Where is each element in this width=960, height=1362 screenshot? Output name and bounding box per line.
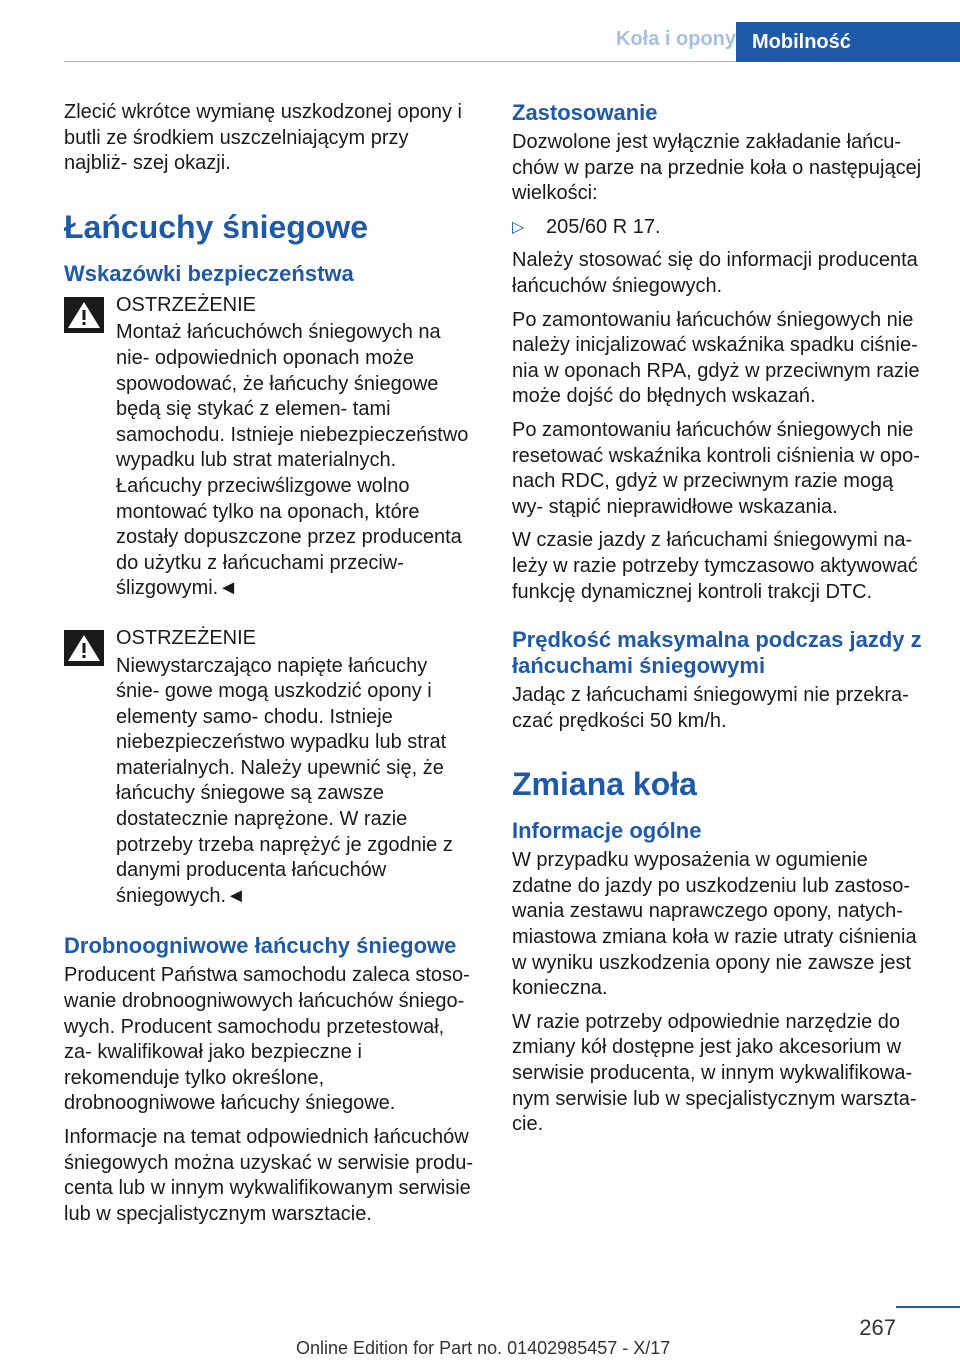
paragraph: Jadąc z łańcuchami śniegowymi nie przekra‐ czać prędkości 50 km/h.	[512, 684, 909, 732]
list-item-text: 205/60 R 17.	[546, 215, 661, 238]
warning-text: Montaż łańcuchówch śniegowych na nie‐ odpowiednich oponach może spowodować, że łańcuchy śniegowe będą się stykać z elemen‐ tami samochodu. Istnieje niebezpieczeństwo wypadku lub strat materialnych. Łańcuchy przeciwślizgowe wolno montować tylko na oponach, które zostały dopuszczone przez producenta do użytku z łańcuchami przeciw‐ ślizgowymi.◄	[116, 321, 469, 600]
heading-usage: Zastosowanie	[512, 100, 658, 125]
page-number: 267	[859, 1315, 896, 1340]
paragraph: Producent Państwa samochodu zaleca stoso‐ wanie drobnoogniwowych łańcuchów śniego‐ wych. Producent samochodu przetestował, za‐ kwalifikował jako bezpieczne i rekomenduje tylko określone, drobnoogniwowe łańcuchy śniegowe.	[64, 964, 470, 1115]
heading-fine-link-chains: Drobnoogniwowe łańcuchy śniegowe	[64, 933, 457, 959]
paragraph: W czasie jazdy z łańcuchami śniegowymi na‐ leży w razie potrzeby tymczasowo aktywować funkcję dynamicznej kontroli trakcji DTC.	[512, 529, 918, 603]
paragraph: Po zamontowaniu łańcuchów śniegowych nie należy inicjalizować wskaźnika spadku ciśnie‐ nia w oponach RPA, gdyż w przeciwnym razie może dojść do błędnych wskazań.	[512, 308, 920, 408]
heading-safety: Wskazówki bezpieczeństwa	[64, 260, 354, 286]
bullet-arrow-icon: ▷	[512, 218, 525, 236]
paragraph: W razie potrzeby odpowiednie narzędzie do zmiany kół dostępne jest jako akcesorium w serwisie producenta, w innym wykwalifikowa‐ nym serwisie lub w specjalistycznym warszta‐ cie.	[512, 1010, 917, 1136]
right-column	[512, 100, 924, 1146]
heading-max-speed: Prędkość maksymalna podczas jazdy z łańcuchami śniegowymi	[512, 627, 922, 679]
warning-title: OSTRZEŻENIE	[116, 626, 257, 649]
intro-paragraph: Zlecić wkrótce wymianę uszkodzonej opony i butli ze środkiem uszczelniającym przy najbliż‐ szej okazji.	[64, 101, 462, 175]
warning-title: OSTRZEŻENIE	[116, 293, 257, 316]
header-section: Koła i opony	[616, 28, 736, 50]
warning-block	[64, 293, 474, 602]
list-item	[512, 215, 924, 241]
warning-triangle-icon	[64, 630, 104, 666]
footer-edition: Online Edition for Part no. 01402985457 - X/17	[296, 1338, 671, 1358]
heading-wheel-change: Zmiana koła	[512, 766, 697, 803]
paragraph: Dozwolone jest wyłącznie zakładanie łańcu‐ chów w parze na przednie koła o następującej wielkości:	[512, 131, 922, 205]
paragraph: Informacje na temat odpowiednich łańcuchów śniegowych można uzyskać w serwisie produ‐ centa lub w innym wykwalifikowanym serwisie lub w specjalistycznym warsztacie.	[64, 1126, 474, 1225]
paragraph: Po zamontowaniu łańcuchów śniegowych nie resetować wskaźnika kontroli ciśnienia w opo‐ nach RDC, gdyż w przeciwnym razie mogą wy‐ stąpić nieprawidłowe wskazania.	[512, 418, 920, 518]
header-chapter-tab: Mobilność	[736, 22, 960, 62]
paragraph: W przypadku wyposażenia w ogumienie zdatne do jazdy po uszkodzeniu lub zastoso‐ wania zestawu naprawczego opony, natych‐ miastowa zmiana koła w razie utraty ciśnienia w wyniku uszkodzenia opony nie zawsze jest konieczna.	[512, 849, 917, 1000]
page-number-rule	[896, 1306, 960, 1308]
heading-general-info: Informacje ogólne	[512, 818, 702, 844]
paragraph: Należy stosować się do informacji producenta łańcuchów śniegowych.	[512, 249, 918, 297]
warning-text: Niewystarczająco napięte łańcuchy śnie‐ gowe mogą uszkodzić opony i elementy samo‐ chodu. Istnieje niebezpieczeństwo wypadku lub strat materialnych. Należy upewnić się, że łańcuchy śniegowe są zawsze dostatecznie naprężone. W razie potrzeby trzeba naprężyć je zgodnie z danymi producenta łańcuchów śniegowych.◄	[116, 654, 453, 907]
left-column	[64, 100, 474, 1235]
warning-triangle-icon	[64, 297, 104, 333]
warning-block	[64, 626, 474, 910]
heading-snow-chains: Łańcuchy śniegowe	[64, 208, 369, 245]
